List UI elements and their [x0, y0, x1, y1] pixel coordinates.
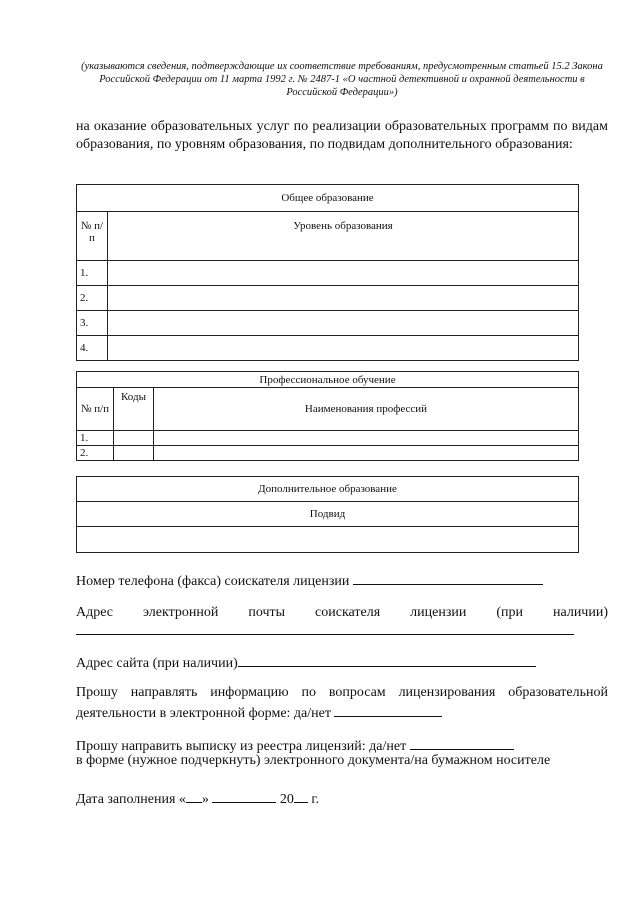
info-request-label: Прошу направлять информацию по вопросам лицензирования образовательной деятельности в электронной форме: да/нет	[76, 685, 608, 721]
table-row-num: 4.	[77, 336, 108, 361]
info-request-line	[76, 684, 608, 723]
additional-education-title: Дополнительное образование	[77, 477, 579, 502]
date-prefix: Дата заполнения «	[76, 792, 186, 807]
extract-request-label: Прошу направить выписку из реестра лицензий: да/нет	[76, 739, 407, 754]
col-names-header: Наименования профессий	[154, 388, 579, 431]
col-codes-header: Коды	[114, 388, 154, 431]
table-row-num: 2.	[77, 446, 114, 461]
intro-paragraph: на оказание образовательных услуг по реализации образовательных программ по видам образования, по уровням образования, по подвидам дополнительного образования:	[76, 119, 608, 152]
table-cell-code[interactable]	[114, 431, 154, 446]
table-row-num: 3.	[77, 311, 108, 336]
site-label: Адрес сайта (при наличии)	[76, 656, 238, 671]
col-num-header: № п/п	[77, 388, 114, 431]
table-cell-code[interactable]	[114, 446, 154, 461]
extract-request-input[interactable]	[410, 735, 514, 750]
table-cell-name[interactable]	[154, 446, 579, 461]
date-day-input[interactable]	[186, 788, 202, 803]
professional-training-title: Профессиональное обучение	[77, 372, 579, 388]
table-cell-level[interactable]	[108, 311, 579, 336]
col-num-header: № п/п	[77, 212, 108, 261]
info-request-input[interactable]	[334, 702, 442, 717]
professional-training-table	[76, 371, 579, 461]
table-cell-level[interactable]	[108, 286, 579, 311]
site-input[interactable]	[238, 652, 536, 667]
date-month-input[interactable]	[212, 788, 276, 803]
additional-education-table	[76, 476, 579, 553]
col-subtype-header: Подвид	[77, 502, 579, 527]
general-education-table	[76, 184, 579, 361]
date-suffix: г.	[311, 792, 320, 807]
table-cell-level[interactable]	[108, 261, 579, 286]
email-label: Адрес электронной почты соискателя лицензии (при наличии)	[76, 605, 608, 620]
phone-label: Номер телефона (факса) соискателя лицензии	[76, 574, 350, 589]
date-year-prefix: 20	[279, 792, 294, 807]
phone-input[interactable]	[353, 570, 543, 585]
extract-form-text: в форме (нужное подчеркнуть) электронного документа/на бумажном носителе	[76, 753, 551, 768]
table-cell-name[interactable]	[154, 431, 579, 446]
general-education-title: Общее образование	[77, 185, 579, 212]
date-line	[76, 788, 608, 809]
table-row-num: 1.	[77, 431, 114, 446]
email-input[interactable]	[76, 634, 574, 635]
table-cell-subtype[interactable]	[77, 527, 579, 553]
table-row-num: 2.	[77, 286, 108, 311]
table-row-num: 1.	[77, 261, 108, 286]
legal-note: (указываются сведения, подтверждающие их соответствие требованиям, предусмотренным статьей 15.2 Закона Российской Федерации от 11 марта 1992 г. № 2487-1 «О частной детективной и охранной деятельности в Российской Федерации»)	[81, 61, 603, 98]
date-mid: »	[201, 792, 209, 807]
site-line	[76, 652, 608, 673]
date-year-input[interactable]	[294, 788, 308, 803]
col-level-header: Уровень образования	[108, 212, 579, 261]
phone-line	[76, 570, 608, 591]
table-cell-level[interactable]	[108, 336, 579, 361]
